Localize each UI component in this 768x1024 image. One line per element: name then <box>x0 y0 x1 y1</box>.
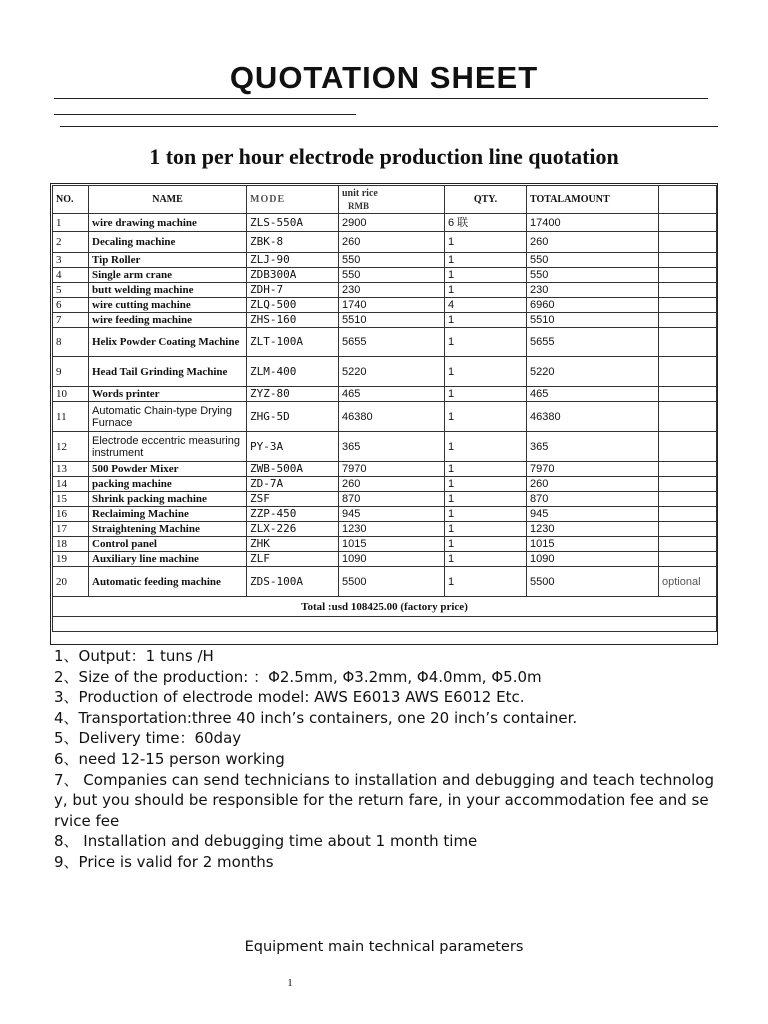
cell-note <box>659 357 717 387</box>
cell-model: ZD-7A <box>247 477 339 492</box>
table-header-row <box>53 186 717 214</box>
note-item: 5、Delivery time：60day <box>54 729 242 748</box>
cell-total: 1090 <box>527 552 659 567</box>
cell-qty: 1 <box>445 402 527 432</box>
cell-name: packing machine <box>89 477 247 492</box>
cell-name: Head Tail Grinding Machine <box>89 357 247 387</box>
cell-name: Decaling machine <box>89 232 247 253</box>
cell-no: 17 <box>53 522 89 537</box>
cell-unit-price: 1740 <box>339 298 445 313</box>
header-no: NO. <box>53 186 89 214</box>
table-row <box>53 313 717 328</box>
cell-total: 5220 <box>527 357 659 387</box>
table-total-row <box>53 597 717 617</box>
cell-name: 500 Powder Mixer <box>89 462 247 477</box>
cell-no: 19 <box>53 552 89 567</box>
table-row <box>53 432 717 462</box>
table-row <box>53 387 717 402</box>
cell-qty: 1 <box>445 492 527 507</box>
cell-note <box>659 507 717 522</box>
cell-model: ZHS-160 <box>247 313 339 328</box>
note-item: 1、Output：1 tuns /H <box>54 647 214 665</box>
cell-unit-price: 2900 <box>339 214 445 232</box>
table-row <box>53 537 717 552</box>
cell-no: 3 <box>53 253 89 268</box>
table-row <box>53 357 717 387</box>
note-item: 3、Production of electrode model: AWS E6013 AWS E6012 Etc. <box>54 688 525 707</box>
table-row <box>53 283 717 298</box>
cell-unit-price: 1090 <box>339 552 445 567</box>
table-row <box>53 567 717 597</box>
table-row <box>53 232 717 253</box>
cell-model: ZLM-400 <box>247 357 339 387</box>
table-row <box>53 477 717 492</box>
cell-total: 5510 <box>527 313 659 328</box>
cell-unit-price: 5655 <box>339 328 445 357</box>
cell-total: 46380 <box>527 402 659 432</box>
cell-name: Helix Powder Coating Machine <box>89 328 247 357</box>
header-unit-price-currency: RMB <box>348 200 369 211</box>
quotation-subtitle: 1 ton per hour electrode production line quotation <box>149 144 619 169</box>
quotation-table <box>52 185 717 632</box>
cell-no: 8 <box>53 328 89 357</box>
cell-qty: 1 <box>445 313 527 328</box>
cell-name: wire feeding machine <box>89 313 247 328</box>
cell-name: Electrode eccentric measuring instrument <box>89 432 247 462</box>
table-total: Total :usd 108425.00 (factory price) <box>53 597 717 617</box>
cell-qty: 1 <box>445 328 527 357</box>
cell-unit-price: 5500 <box>339 567 445 597</box>
cell-total: 550 <box>527 268 659 283</box>
cell-unit-price: 46380 <box>339 402 445 432</box>
table-blank-cell <box>53 617 717 632</box>
cell-no: 6 <box>53 298 89 313</box>
header-unit-price <box>339 186 445 214</box>
cell-qty: 1 <box>445 253 527 268</box>
header-name: NAME <box>89 186 247 214</box>
cell-model: ZDS-100A <box>247 567 339 597</box>
cell-name: Automatic Chain-type Drying Furnace <box>89 402 247 432</box>
cell-unit-price: 5510 <box>339 313 445 328</box>
table-row <box>53 328 717 357</box>
cell-no: 1 <box>53 214 89 232</box>
cell-unit-price: 5220 <box>339 357 445 387</box>
note-item: 7、 Companies can send technicians to installation and debugging and teach technology, but you should be responsible for the return fare, in your accommodation fee and service fee <box>54 770 714 830</box>
cell-total: 260 <box>527 477 659 492</box>
cell-total: 17400 <box>527 214 659 232</box>
cell-no: 10 <box>53 387 89 402</box>
table-row <box>53 552 717 567</box>
cell-no: 14 <box>53 477 89 492</box>
cell-model: ZDB300A <box>247 268 339 283</box>
cell-total: 550 <box>527 253 659 268</box>
table-row <box>53 462 717 477</box>
cell-model: ZYZ-80 <box>247 387 339 402</box>
cell-name: butt welding machine <box>89 283 247 298</box>
table-row <box>53 492 717 507</box>
cell-name: Auxiliary line machine <box>89 552 247 567</box>
cell-note <box>659 387 717 402</box>
cell-name: Single arm crane <box>89 268 247 283</box>
cell-total: 870 <box>527 492 659 507</box>
cell-qty: 1 <box>445 232 527 253</box>
page-number: 1 <box>287 977 293 989</box>
cell-no: 18 <box>53 537 89 552</box>
table-row <box>53 507 717 522</box>
cell-note <box>659 253 717 268</box>
cell-model: ZWB-500A <box>247 462 339 477</box>
cell-total: 7970 <box>527 462 659 477</box>
cell-unit-price: 945 <box>339 507 445 522</box>
cell-no: 7 <box>53 313 89 328</box>
cell-name: Control panel <box>89 537 247 552</box>
page-title: QUOTATION SHEET <box>229 60 539 95</box>
cell-qty: 1 <box>445 432 527 462</box>
cell-no: 15 <box>53 492 89 507</box>
cell-no: 5 <box>53 283 89 298</box>
table-row <box>53 253 717 268</box>
cell-unit-price: 550 <box>339 268 445 283</box>
cell-note <box>659 328 717 357</box>
cell-unit-price: 1015 <box>339 537 445 552</box>
table-row <box>53 402 717 432</box>
cell-unit-price: 1230 <box>339 522 445 537</box>
cell-model: ZLX-226 <box>247 522 339 537</box>
cell-unit-price: 230 <box>339 283 445 298</box>
title-rule-bottom <box>60 126 718 127</box>
cell-qty: 1 <box>445 552 527 567</box>
cell-qty: 6 联 <box>445 214 527 232</box>
cell-unit-price: 7970 <box>339 462 445 477</box>
note-item: 2、Size of the production: ：Φ2.5mm, Φ3.2mm, Φ4.0mm, Φ5.0m <box>54 667 542 686</box>
cell-name: wire drawing machine <box>89 214 247 232</box>
cell-unit-price: 365 <box>339 432 445 462</box>
cell-note <box>659 214 717 232</box>
cell-unit-price: 550 <box>339 253 445 268</box>
cell-model: ZHG-5D <box>247 402 339 432</box>
cell-note <box>659 462 717 477</box>
cell-note <box>659 313 717 328</box>
cell-note <box>659 232 717 253</box>
cell-qty: 1 <box>445 567 527 597</box>
note-item: 6、need 12-15 person working <box>54 749 285 768</box>
cell-model: ZZP-450 <box>247 507 339 522</box>
note-item: 4、Transportation:three 40 inch’s containers, one 20 inch’s container. <box>54 708 578 727</box>
cell-no: 13 <box>53 462 89 477</box>
cell-unit-price: 870 <box>339 492 445 507</box>
cell-note <box>659 477 717 492</box>
notes-list <box>54 646 714 873</box>
cell-qty: 1 <box>445 387 527 402</box>
cell-unit-price: 260 <box>339 232 445 253</box>
header-qty: QTY. <box>445 186 527 214</box>
cell-name: wire cutting machine <box>89 298 247 313</box>
cell-total: 230 <box>527 283 659 298</box>
cell-model: ZHK <box>247 537 339 552</box>
cell-qty: 1 <box>445 522 527 537</box>
cell-name: Words printer <box>89 387 247 402</box>
cell-model: ZBK-8 <box>247 232 339 253</box>
cell-name: Straightening Machine <box>89 522 247 537</box>
cell-name: Reclaiming Machine <box>89 507 247 522</box>
cell-note <box>659 298 717 313</box>
cell-total: 5500 <box>527 567 659 597</box>
header-unit-price-label: unit rice <box>342 187 378 199</box>
cell-no: 12 <box>53 432 89 462</box>
cell-note <box>659 552 717 567</box>
cell-model: ZDH-7 <box>247 283 339 298</box>
table-row <box>53 522 717 537</box>
cell-total: 1230 <box>527 522 659 537</box>
cell-total: 260 <box>527 232 659 253</box>
cell-unit-price: 260 <box>339 477 445 492</box>
cell-model: ZLT-100A <box>247 328 339 357</box>
note-item: 9、Price is valid for 2 months <box>54 852 274 871</box>
cell-model: ZLQ-500 <box>247 298 339 313</box>
header-extra <box>659 186 717 214</box>
cell-model: PY-3A <box>247 432 339 462</box>
table-row <box>53 268 717 283</box>
cell-note <box>659 402 717 432</box>
cell-no: 2 <box>53 232 89 253</box>
cell-total: 945 <box>527 507 659 522</box>
cell-no: 9 <box>53 357 89 387</box>
cell-total: 6960 <box>527 298 659 313</box>
cell-qty: 1 <box>445 537 527 552</box>
table-body <box>53 214 717 597</box>
cell-note <box>659 432 717 462</box>
cell-note <box>659 537 717 552</box>
cell-total: 1015 <box>527 537 659 552</box>
cell-note <box>659 283 717 298</box>
cell-model: ZLJ-90 <box>247 253 339 268</box>
section-heading: Equipment main technical parameters <box>244 939 524 955</box>
cell-unit-price: 465 <box>339 387 445 402</box>
cell-no: 11 <box>53 402 89 432</box>
cell-qty: 1 <box>445 477 527 492</box>
cell-name: Tip Roller <box>89 253 247 268</box>
cell-model: ZLS-550A <box>247 214 339 232</box>
cell-note <box>659 492 717 507</box>
cell-note <box>659 522 717 537</box>
cell-qty: 1 <box>445 268 527 283</box>
cell-qty: 1 <box>445 283 527 298</box>
table-row <box>53 298 717 313</box>
table-blank-row <box>53 617 717 632</box>
cell-total: 365 <box>527 432 659 462</box>
cell-total: 465 <box>527 387 659 402</box>
cell-name: Automatic feeding machine <box>89 567 247 597</box>
cell-no: 20 <box>53 567 89 597</box>
title-rule-short <box>54 114 356 115</box>
cell-name: Shrink packing machine <box>89 492 247 507</box>
cell-note <box>659 268 717 283</box>
cell-no: 4 <box>53 268 89 283</box>
cell-qty: 1 <box>445 357 527 387</box>
cell-qty: 4 <box>445 298 527 313</box>
cell-total: 5655 <box>527 328 659 357</box>
cell-qty: 1 <box>445 507 527 522</box>
table-row <box>53 214 717 232</box>
cell-model: ZSF <box>247 492 339 507</box>
cell-qty: 1 <box>445 462 527 477</box>
header-model: MODE <box>247 186 339 214</box>
cell-model: ZLF <box>247 552 339 567</box>
header-total-amount: TOTALAMOUNT <box>527 186 659 214</box>
title-rule-top <box>54 98 708 99</box>
note-item: 8、 Installation and debugging time about 1 month time <box>54 832 478 851</box>
cell-no: 16 <box>53 507 89 522</box>
cell-note: optional <box>659 567 717 597</box>
